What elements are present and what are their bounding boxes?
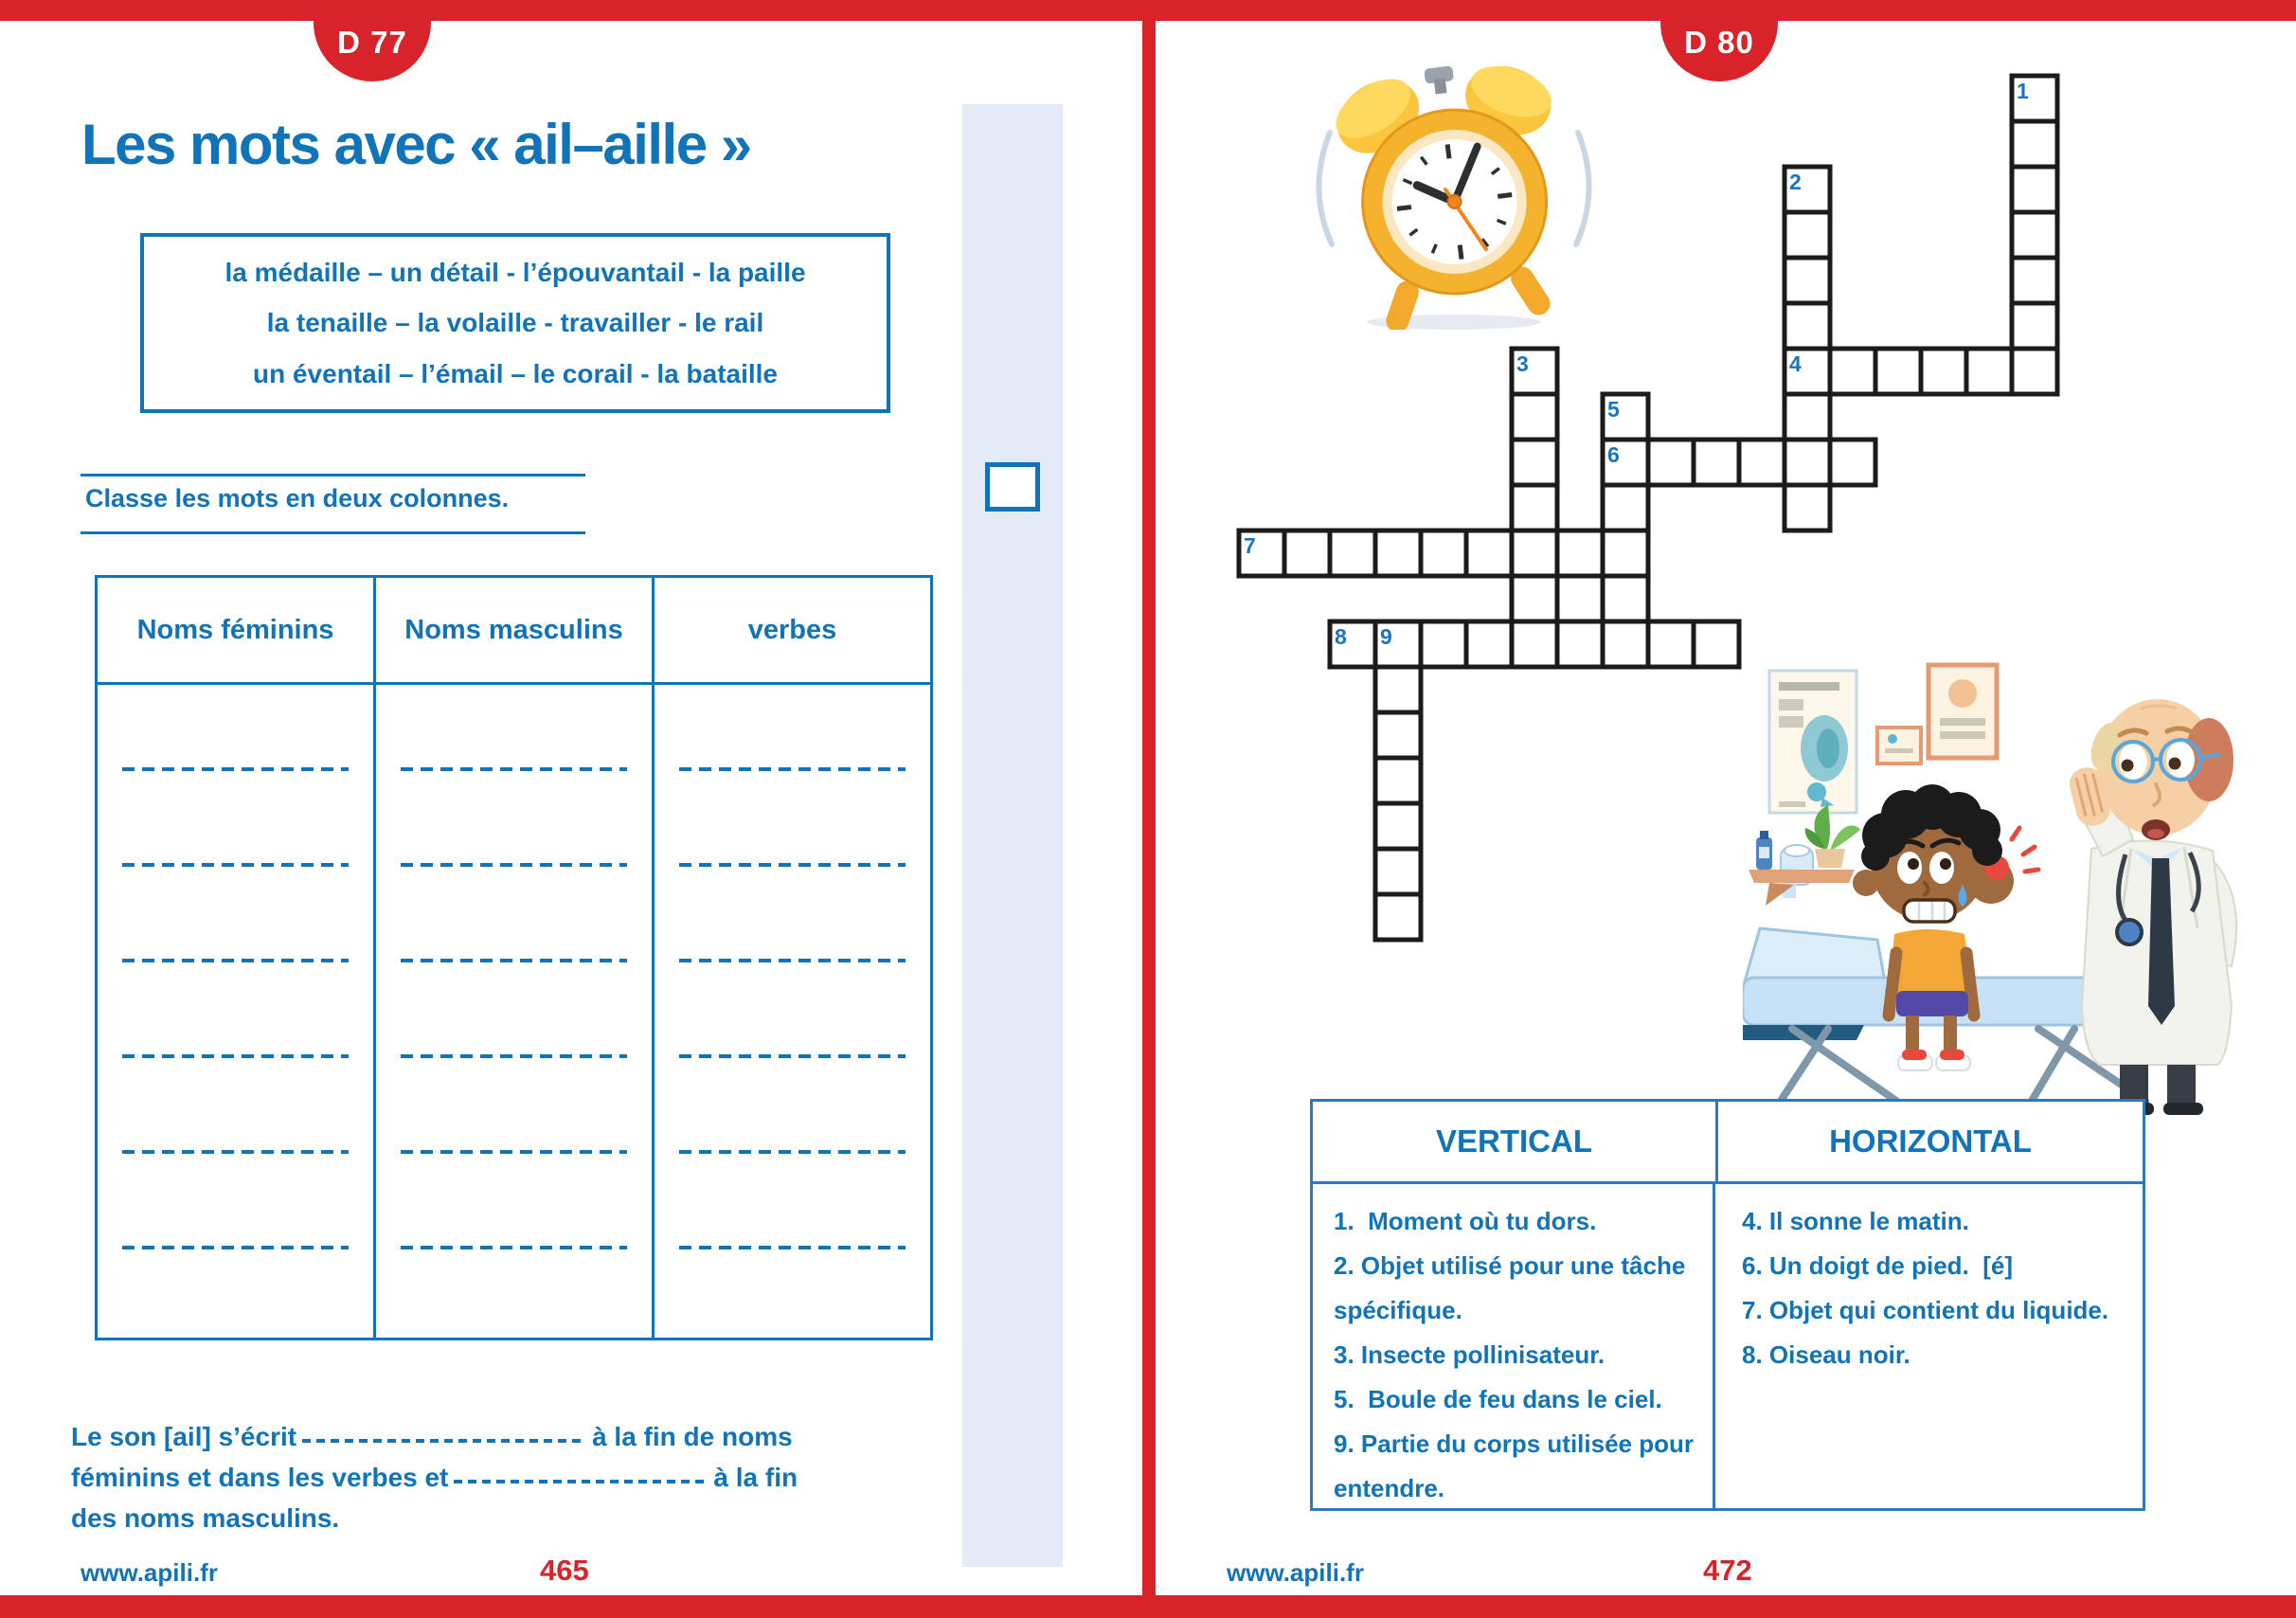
crossword-cell[interactable] <box>1830 440 1875 485</box>
sentence-text: à la fin de noms <box>592 1422 793 1451</box>
footer-url-left[interactable]: www.apili.fr <box>81 1558 218 1587</box>
clues-header-horizontal: HORIZONTAL <box>1829 1124 2032 1159</box>
crossword-cell[interactable] <box>1557 621 1603 667</box>
clue-item: 7. Objet qui contient du liquide. <box>1742 1296 2109 1324</box>
crossword-cell[interactable] <box>1375 667 1421 712</box>
crossword-number-label: 6 <box>1607 442 1620 467</box>
crossword-cell[interactable] <box>1785 485 1830 530</box>
crossword-cell[interactable] <box>1421 621 1466 667</box>
crossword-cell[interactable] <box>1512 440 1557 485</box>
clues-header-vertical: VERTICAL <box>1313 1102 1718 1181</box>
crossword-number-label: 3 <box>1516 351 1529 376</box>
clue-item: 9. Partie du corps utilisée pour entendre. <box>1334 1429 1701 1502</box>
crossword-cell[interactable] <box>1603 621 1648 667</box>
bottom-red-bar <box>0 1595 2296 1618</box>
table-column-header: Noms masculins <box>376 578 655 682</box>
crossword-cell[interactable] <box>2012 349 2057 394</box>
crossword-cell[interactable] <box>1603 576 1648 621</box>
crossword-cell[interactable] <box>1648 621 1694 667</box>
fill-in-sentence <box>71 1421 905 1543</box>
crossword-number-label: 1 <box>2017 79 2029 103</box>
crossword-cell[interactable] <box>1603 485 1648 530</box>
lesson-badge-left-label: D 77 <box>337 25 407 60</box>
crossword-cell[interactable] <box>1512 485 1557 530</box>
answer-dashed-line[interactable] <box>401 767 627 771</box>
crossword-cell[interactable] <box>1785 440 1830 485</box>
crossword-cell[interactable] <box>1785 394 1830 440</box>
lesson-badge-left <box>314 0 431 81</box>
margin-strip <box>962 104 1063 1567</box>
crossword-cell[interactable] <box>1875 349 1921 394</box>
page-right <box>1156 0 2296 1618</box>
clues-table <box>1310 1099 2145 1511</box>
table-column-header: Noms féminins <box>98 578 376 682</box>
table-answer-column[interactable] <box>98 685 376 1338</box>
crossword-cell[interactable] <box>1921 349 1966 394</box>
crossword-cell[interactable] <box>2012 167 2057 212</box>
table-column-header: verbes <box>747 614 837 645</box>
crossword-cell[interactable] <box>1375 894 1421 940</box>
crossword-cell[interactable] <box>1512 576 1557 621</box>
page-number-right: 472 <box>1703 1554 1752 1587</box>
answer-dashed-line[interactable] <box>122 1246 349 1249</box>
sentence-text: à la fin <box>713 1463 798 1492</box>
crossword-cell[interactable] <box>1512 394 1557 440</box>
completion-checkbox[interactable] <box>985 462 1040 512</box>
crossword-cell[interactable] <box>1648 440 1694 485</box>
clues-vertical-list <box>1313 1184 1715 1511</box>
crossword-cell[interactable] <box>1785 258 1830 303</box>
clue-item: 6. Un doigt de pied. [é] <box>1742 1251 2013 1280</box>
crossword-cell[interactable] <box>1421 530 1466 576</box>
crying-boy <box>1853 784 2038 1070</box>
crossword-cell[interactable] <box>1739 440 1785 485</box>
instruction-text: Classe les mots en deux colonnes. <box>85 484 510 512</box>
answer-dashed-line[interactable] <box>122 1054 349 1058</box>
doctor-examining-boy-illustration <box>1743 654 2296 1118</box>
table-answer-column[interactable] <box>376 685 655 1338</box>
crossword-cell[interactable] <box>1330 530 1375 576</box>
crossword-cell[interactable] <box>1694 440 1739 485</box>
crossword-cell[interactable] <box>2012 212 2057 258</box>
crossword-cell[interactable] <box>1512 530 1557 576</box>
crossword-cell[interactable] <box>1284 530 1330 576</box>
answer-dashed-line[interactable] <box>122 767 349 771</box>
clues-table-header <box>1313 1102 2143 1184</box>
clues-horizontal-list <box>1715 1184 2143 1511</box>
sentence-text: Le son [ail] s’écrit <box>71 1422 297 1451</box>
word-box-line: la médaille – un détail - l’épouvantail - la paille <box>224 257 806 287</box>
page-number-left: 465 <box>540 1554 589 1587</box>
instruction-rule-top <box>81 474 585 476</box>
answer-dashed-line[interactable] <box>401 863 627 867</box>
clue-item: 8. Oiseau noir. <box>1742 1340 1910 1369</box>
crossword-cell[interactable] <box>1375 530 1421 576</box>
crossword-cell[interactable] <box>1785 212 1830 258</box>
clue-item: 1. Moment où tu dors. <box>1334 1207 1597 1235</box>
sentence-blank-field[interactable] <box>454 1480 708 1483</box>
clue-item: 4. Il sonne le matin. <box>1742 1207 1969 1235</box>
clue-item: 3. Insecte pollinisateur. <box>1334 1340 1605 1369</box>
crossword-number-label: 4 <box>1789 351 1802 376</box>
answer-dashed-line[interactable] <box>401 1150 627 1154</box>
classification-table <box>95 575 933 1340</box>
crossword-cell[interactable] <box>1512 621 1557 667</box>
answer-dashed-line[interactable] <box>122 863 349 867</box>
page-left <box>0 0 1142 1618</box>
sentence-text: féminins et dans les verbes et <box>71 1463 449 1492</box>
sentence-text: des noms masculins. <box>71 1503 340 1533</box>
answer-dashed-line[interactable] <box>679 863 906 867</box>
crossword-cell[interactable] <box>1966 349 2012 394</box>
table-answer-column[interactable] <box>655 685 930 1338</box>
crossword-cell[interactable] <box>1375 758 1421 803</box>
crossword-cell[interactable] <box>1557 530 1603 576</box>
crossword-cell[interactable] <box>1603 530 1648 576</box>
word-box <box>140 233 890 413</box>
crossword-cell[interactable] <box>1466 621 1512 667</box>
crossword-cell[interactable] <box>2012 121 2057 167</box>
crossword-cell[interactable] <box>1375 849 1421 894</box>
lesson-badge-right-label: D 80 <box>1684 25 1754 60</box>
answer-dashed-line[interactable] <box>679 1150 906 1154</box>
footer-url-right[interactable]: www.apili.fr <box>1227 1558 1364 1587</box>
crossword-number-label: 2 <box>1789 170 1802 194</box>
crossword-cell[interactable] <box>1466 530 1512 576</box>
crossword-number-label: 7 <box>1244 533 1256 558</box>
answer-dashed-line[interactable] <box>122 1150 349 1154</box>
classification-table-body <box>98 685 930 1338</box>
answer-dashed-line[interactable] <box>401 959 627 962</box>
answer-dashed-line[interactable] <box>679 1246 906 1249</box>
classification-table-header <box>98 578 930 685</box>
word-box-line: un éventail – l’émail – le corail - la bataille <box>252 358 778 388</box>
doctor <box>2066 699 2236 1115</box>
answer-dashed-line[interactable] <box>122 959 349 962</box>
sentence-blank-field[interactable] <box>302 1439 586 1443</box>
clue-item: 5. Boule de feu dans le ciel. <box>1334 1385 1662 1413</box>
answer-dashed-line[interactable] <box>679 1054 906 1058</box>
crossword-number-label: 5 <box>1607 397 1620 422</box>
answer-dashed-line[interactable] <box>401 1246 627 1249</box>
answer-dashed-line[interactable] <box>401 1054 627 1058</box>
crossword-cell[interactable] <box>1830 349 1875 394</box>
crossword-cell[interactable] <box>2012 303 2057 349</box>
page-title: Les mots avec « ail–aille » <box>81 113 751 176</box>
clue-item: 2. Objet utilisé pour une tâche spécifique. <box>1334 1251 1693 1324</box>
crossword-cell[interactable] <box>1694 621 1739 667</box>
crossword-number-label: 9 <box>1380 624 1392 649</box>
instruction-rule-bottom <box>81 531 585 534</box>
crossword-cell[interactable] <box>1785 303 1830 349</box>
crossword-number-label: 8 <box>1335 624 1347 649</box>
answer-dashed-line[interactable] <box>679 959 906 962</box>
crossword-cell[interactable] <box>1375 803 1421 849</box>
word-box-line: la tenaille – la volaille - travailler - le rail <box>266 308 764 337</box>
answer-dashed-line[interactable] <box>679 767 906 771</box>
crossword-cell[interactable] <box>2012 258 2057 303</box>
crossword-cell[interactable] <box>1375 712 1421 758</box>
center-red-divider <box>1142 0 1156 1618</box>
